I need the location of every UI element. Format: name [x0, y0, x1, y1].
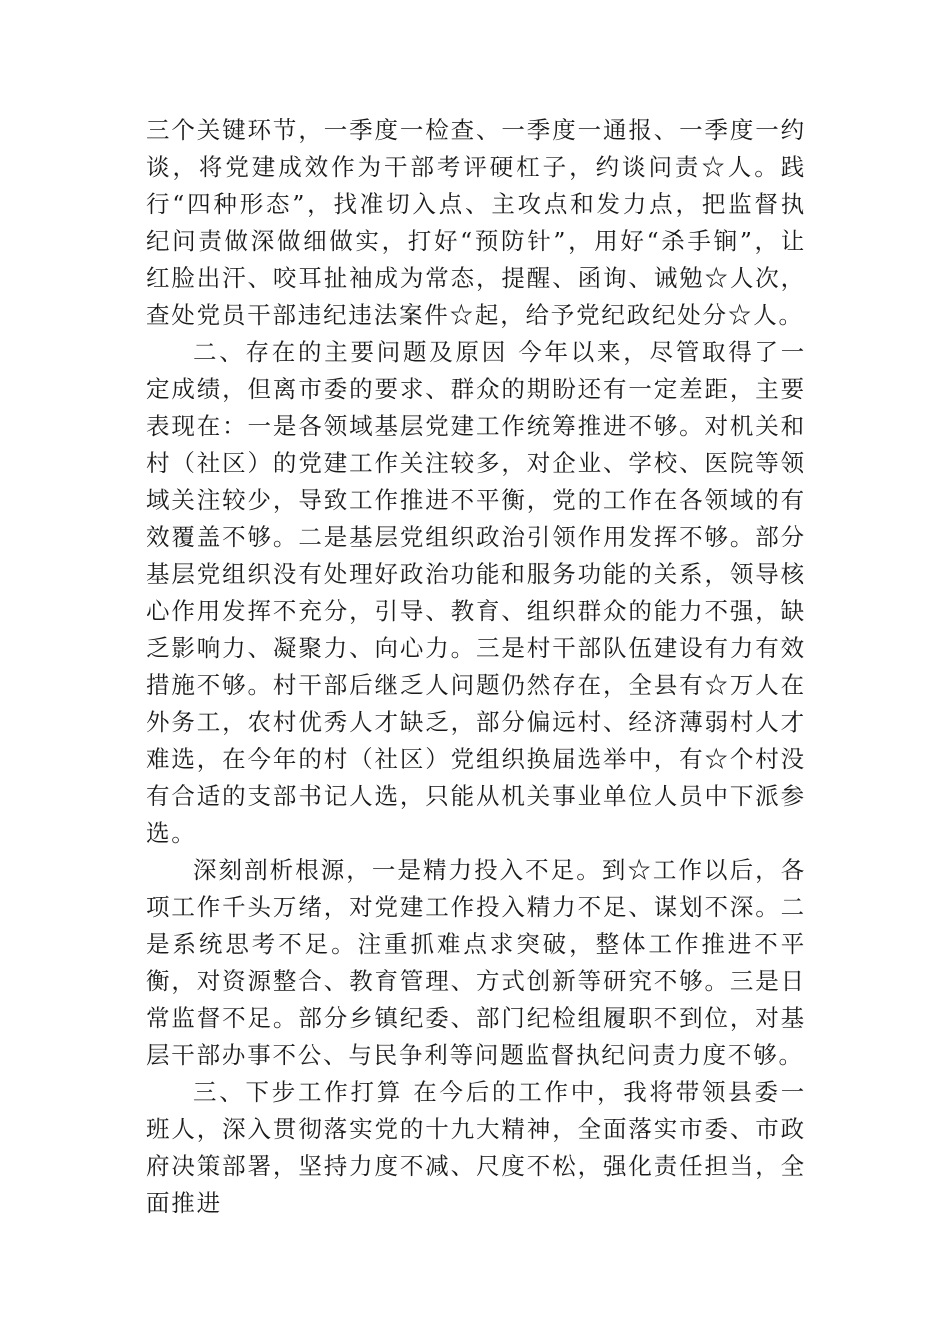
paragraph-next-steps: 三、下步工作打算 在今后的工作中，我将带领县委一班人，深入贯彻落实党的十九大精神，全面落实市委、市政府决策部署，坚持力度不减、尺度不松，强化责任担当，全面推进 [146, 1078, 806, 1217]
paragraph-root-cause-analysis: 深刻剖析根源，一是精力投入不足。到☆工作以后，各项工作千头万绪，对党建工作投入精力不足、谋划不深。二是系统思考不足。注重抓难点求突破，整体工作推进不平衡，对资源整合、教育管理、方式创新等研究不够。三是日常监督不足。部分乡镇纪委、部门纪检组履职不到位，对基层干部办事不公、与民争利等问题监督执纪问责力度不够。 [146, 856, 806, 1069]
document-body [146, 112, 806, 1222]
paragraph-continuation: 三个关键环节，一季度一检查、一季度一通报、一季度一约谈，将党建成效作为干部考评硬杠子，约谈问责☆人。践行“四种形态”，找准切入点、主攻点和发力点，把监督执纪问责做深做细做实，打好“预防针”，用好“杀手锏”，让红脸出汗、咬耳扯袖成为常态，提醒、函询、诫勉☆人次，查处党员干部违纪违法案件☆起，给予党纪政纪处分☆人。 [146, 116, 806, 329]
paragraph-problems-and-causes: 二、存在的主要问题及原因 今年以来，尽管取得了一定成绩，但离市委的要求、群众的期盼还有一定差距，主要表现在：一是各领域基层党建工作统筹推进不够。对机关和村（社区）的党建工作关注较多，对企业、学校、医院等领域关注较少，导致工作推进不平衡，党的工作在各领域的有效覆盖不够。二是基层党组织政治引领作用发挥不够。部分基层党组织没有处理好政治功能和服务功能的关系，领导核心作用发挥不充分，引导、教育、组织群众的能力不强，缺乏影响力、凝聚力、向心力。三是村干部队伍建设有力有效措施不够。村干部后继乏人问题仍然存在，全县有☆万人在外务工，农村优秀人才缺乏，部分偏远村、经济薄弱村人才难选，在今年的村（社区）党组织换届选举中，有☆个村没有合适的支部书记人选，只能从机关事业单位人员中下派参选。 [146, 338, 806, 847]
